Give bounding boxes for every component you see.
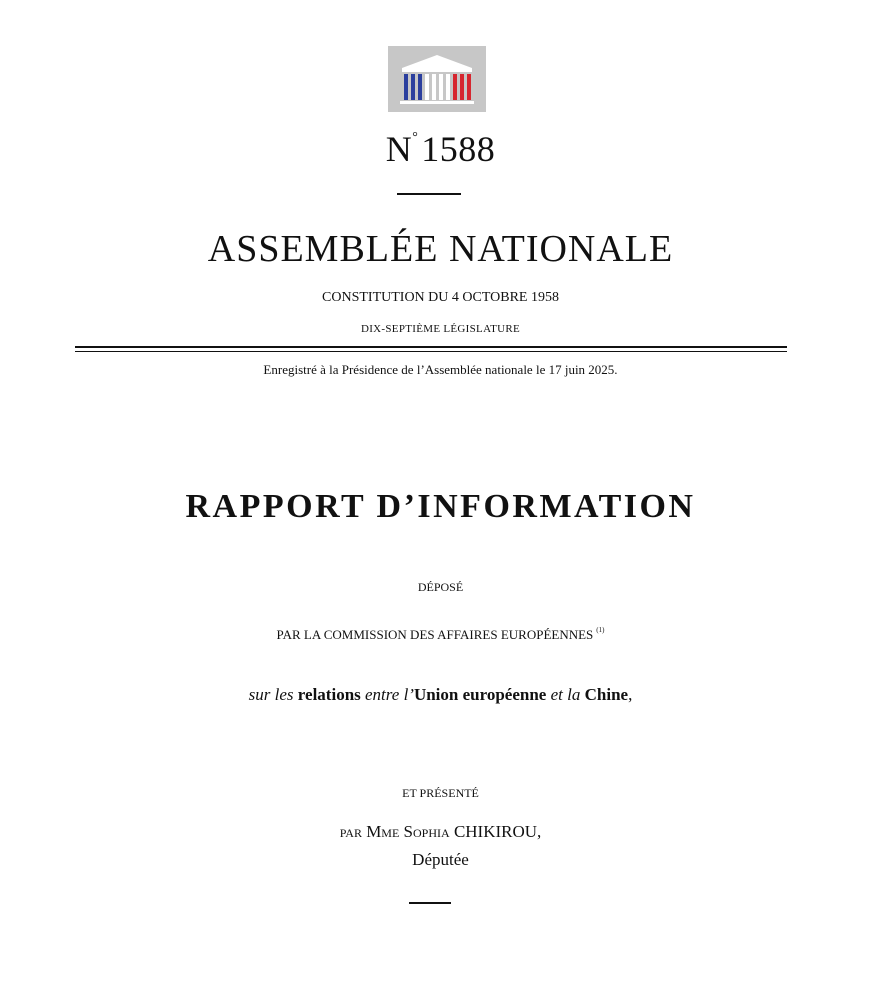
commission-name: PAR LA COMMISSION DES AFFAIRES EUROPÉENNES [276, 627, 594, 642]
document-number [0, 128, 881, 170]
commission-line [0, 627, 881, 643]
report-subject [0, 685, 881, 705]
subject-part-6: Chine [584, 685, 629, 704]
subject-part-5: et la [550, 685, 581, 704]
subject-part-4: Union européenne [413, 685, 547, 704]
presented-label: ET PRÉSENTÉ [402, 786, 479, 800]
subject-part-7: , [628, 685, 633, 704]
deposited-label: DÉPOSÉ [417, 580, 464, 594]
institution-name: ASSEMBLÉE NATIONALE [207, 228, 674, 270]
double-rule-top [75, 346, 787, 348]
number-value: 1588 [421, 129, 496, 169]
author-surname: CHIKIROU, [453, 822, 542, 841]
separator-rule-bottom [409, 902, 451, 904]
subject-part-1: sur les [248, 685, 294, 704]
author-role: Députée [412, 850, 469, 869]
registration-line: Enregistré à la Présidence de l’Assemblée nationale le 17 juin 2025. [263, 362, 618, 377]
footnote-marker: (1) [596, 626, 605, 634]
report-title: RAPPORT D’INFORMATION [185, 488, 696, 525]
subject-part-3: entre l’ [365, 685, 414, 704]
separator-rule [397, 193, 461, 195]
subject-part-2: relations [297, 685, 361, 704]
assemblee-nationale-emblem-icon [388, 46, 486, 112]
constitution-line: CONSTITUTION DU 4 OCTOBRE 1958 [322, 290, 559, 305]
number-label: N [385, 129, 413, 169]
double-rule-bottom [75, 351, 787, 352]
legislature-line: DIX-SEPTIÈME LÉGISLATURE [360, 323, 521, 335]
author-prefix: par Mme Sophia [339, 822, 450, 841]
author-line [0, 822, 881, 842]
number-degree: ° [412, 130, 419, 145]
